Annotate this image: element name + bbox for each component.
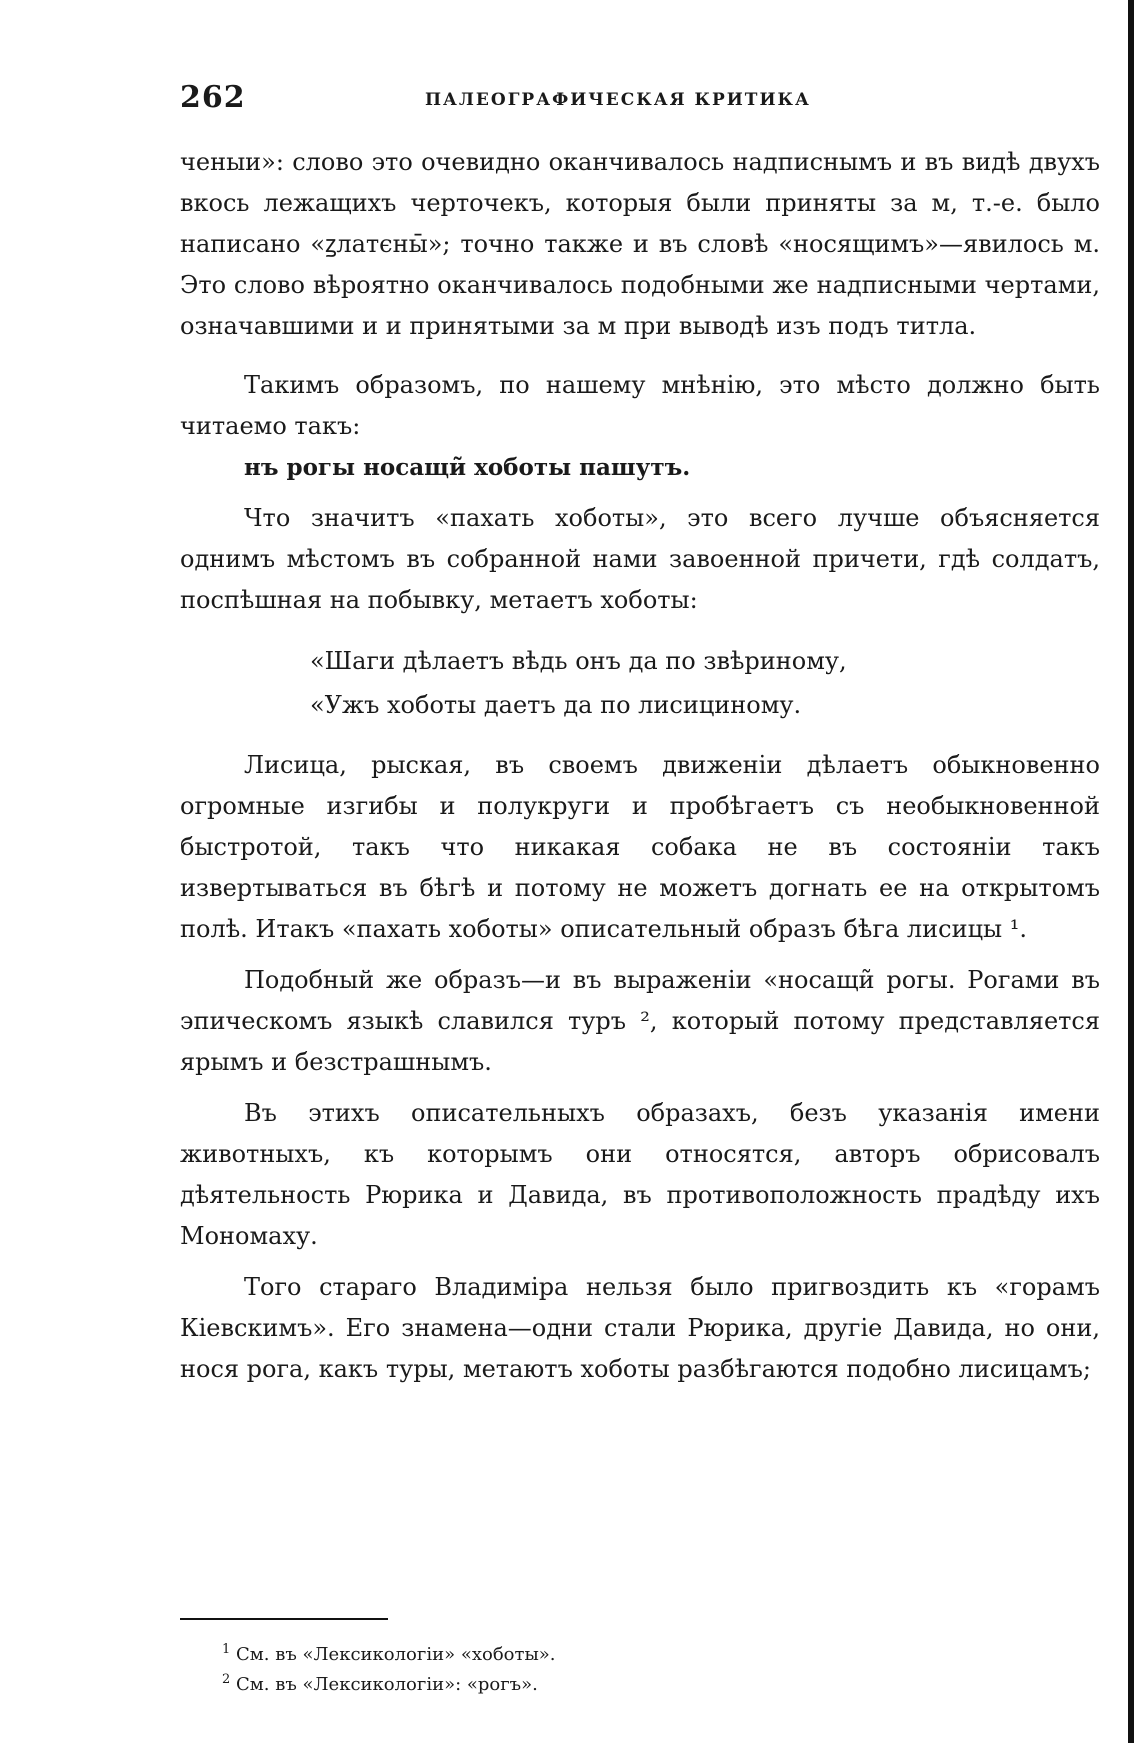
poem-line-1: «Шаги дѣлаетъ вѣдь онъ да по звѣриному, bbox=[310, 647, 847, 675]
footnote-2: 2 См. въ «Лексикологіи»: «рогъ». bbox=[222, 1672, 538, 1695]
poem-line-2: «Ужъ хоботы даетъ да по лисициному. bbox=[310, 691, 802, 719]
paragraph-1: ченыи»: слово это очевидно оканчивалось надписнымъ и въ видѣ двухъ вкось лежащихъ черточекъ, которыя были приняты за м, т.-е. было написано «ꙁлатєны̄»; точно также и въ словѣ «носящимъ»—явилось м. Это слово вѣроятно оканчивалось подобными же надписными чертами, означавшими и и принятыми за м при выводѣ изъ подъ титла. bbox=[180, 148, 1100, 340]
running-title: ПАЛЕОГРАФИЧЕСКАЯ КРИТИКА bbox=[425, 90, 811, 110]
footnote-text: См. въ «Лексикологіи» «хоботы». bbox=[236, 1644, 556, 1665]
paragraph-2: Такимъ образомъ, по нашему мнѣнію, это мѣсто должно быть читаемо такъ: bbox=[180, 371, 1100, 440]
paragraph-7: Того стараго Владиміра нельзя было пригвоздить къ «горамъ Кіевскимъ». Его знамена—одни стали Рюрика, другіе Давида, но они, нося рога, какъ туры, метаютъ хоботы разбѣгаются подобно лисицамъ; bbox=[180, 1273, 1100, 1383]
page-edge-line bbox=[1128, 0, 1134, 1743]
footnote-text: См. въ «Лексикологіи»: «рогъ». bbox=[236, 1674, 538, 1695]
reading-line: нъ рогы носащи̃ хоботы пашутъ. bbox=[244, 454, 691, 481]
paragraph-6: Въ этихъ описательныхъ образахъ, безъ указанія имени животныхъ, къ которымъ они относятся, авторъ обрисовалъ дѣятельность Рюрика и Давида, въ противоположность прадѣду ихъ Мономаху. bbox=[180, 1099, 1100, 1250]
page-body bbox=[180, 142, 1100, 1390]
paragraph-3: Что значитъ «пахать хоботы», это всего лучше объясняется однимъ мѣстомъ въ собранной нами завоенной причети, гдѣ солдатъ, поспѣшная на побывку, метаетъ хоботы: bbox=[180, 504, 1100, 614]
page-number: 262 bbox=[180, 80, 246, 115]
page-header bbox=[180, 80, 1100, 120]
poem-quote bbox=[180, 639, 1100, 727]
paragraph-5: Подобный же образъ—и въ выраженіи «носащи̃ рогы. Рогами въ эпическомъ языкѣ славился туръ ², который потому представляется ярымъ и безстрашнымъ. bbox=[180, 966, 1100, 1076]
paragraph-4: Лисица, рыская, въ своемъ движеніи дѣлаетъ обыкновенно огромные изгибы и полукруги и пробѣгаетъ съ необыкновенной быстротой, такъ что никакая собака не въ состояніи такъ извертываться въ бѣгѣ и потому не можетъ догнать ее на открытомъ полѣ. Итакъ «пахать хоботы» описательный образъ бѣга лисицы ¹. bbox=[180, 751, 1100, 943]
footnotes bbox=[222, 1640, 922, 1700]
footnote-divider bbox=[180, 1618, 388, 1620]
footnote-1: 1 См. въ «Лексикологіи» «хоботы». bbox=[222, 1642, 556, 1665]
